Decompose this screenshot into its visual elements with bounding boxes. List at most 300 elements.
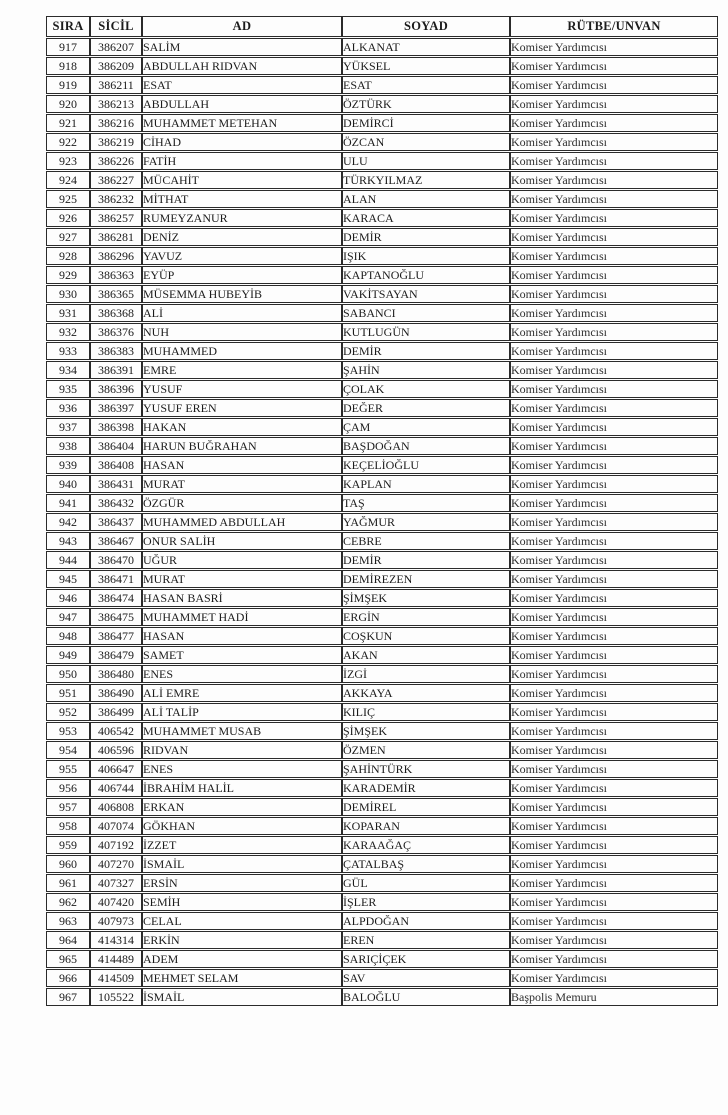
- cell-sicil: 105522: [90, 988, 142, 1006]
- cell-rutbe: Komiser Yardımcısı: [510, 133, 718, 151]
- cell-sira: 965: [46, 950, 90, 968]
- cell-soyad: ALKANAT: [342, 38, 510, 56]
- cell-soyad: ERGİN: [342, 608, 510, 626]
- cell-sira: 928: [46, 247, 90, 265]
- cell-soyad: ÇOLAK: [342, 380, 510, 398]
- cell-sira: 953: [46, 722, 90, 740]
- table-row: [46, 171, 718, 189]
- cell-rutbe: Komiser Yardımcısı: [510, 931, 718, 949]
- cell-sicil: 407420: [90, 893, 142, 911]
- cell-sira: 929: [46, 266, 90, 284]
- cell-soyad: KAPLAN: [342, 475, 510, 493]
- cell-sicil: 414509: [90, 969, 142, 987]
- table-row: [46, 665, 718, 683]
- cell-sira: 922: [46, 133, 90, 151]
- cell-ad: HAKAN: [142, 418, 342, 436]
- personnel-roster-table: [46, 15, 718, 1007]
- table-row: [46, 323, 718, 341]
- cell-soyad: ALPDOĞAN: [342, 912, 510, 930]
- table-row: [46, 570, 718, 588]
- cell-soyad: KUTLUGÜN: [342, 323, 510, 341]
- cell-rutbe: Komiser Yardımcısı: [510, 437, 718, 455]
- cell-rutbe: Komiser Yardımcısı: [510, 684, 718, 702]
- cell-ad: İZZET: [142, 836, 342, 854]
- cell-soyad: DEMİR: [342, 228, 510, 246]
- cell-sira: 951: [46, 684, 90, 702]
- cell-sira: 960: [46, 855, 90, 873]
- cell-sira: 949: [46, 646, 90, 664]
- cell-soyad: CEBRE: [342, 532, 510, 550]
- table-row: [46, 342, 718, 360]
- cell-sicil: 386368: [90, 304, 142, 322]
- table-row: [46, 532, 718, 550]
- cell-sira: 962: [46, 893, 90, 911]
- cell-sicil: 386480: [90, 665, 142, 683]
- cell-soyad: KEÇELİOĞLU: [342, 456, 510, 474]
- cell-ad: YUSUF EREN: [142, 399, 342, 417]
- cell-sicil: 386376: [90, 323, 142, 341]
- cell-sicil: 406744: [90, 779, 142, 797]
- cell-sira: 927: [46, 228, 90, 246]
- cell-soyad: SAV: [342, 969, 510, 987]
- cell-ad: EMRE: [142, 361, 342, 379]
- cell-soyad: YAĞMUR: [342, 513, 510, 531]
- cell-soyad: SARIÇİÇEK: [342, 950, 510, 968]
- cell-sira: 939: [46, 456, 90, 474]
- cell-rutbe: Komiser Yardımcısı: [510, 76, 718, 94]
- cell-sira: 948: [46, 627, 90, 645]
- cell-rutbe: Komiser Yardımcısı: [510, 285, 718, 303]
- cell-rutbe: Başpolis Memuru: [510, 988, 718, 1006]
- cell-soyad: TÜRKYILMAZ: [342, 171, 510, 189]
- cell-sicil: 386475: [90, 608, 142, 626]
- header-soyad: SOYAD: [342, 16, 510, 37]
- cell-ad: FATİH: [142, 152, 342, 170]
- cell-rutbe: Komiser Yardımcısı: [510, 456, 718, 474]
- table-row: [46, 133, 718, 151]
- cell-sicil: 386397: [90, 399, 142, 417]
- table-row: [46, 513, 718, 531]
- cell-soyad: KILIÇ: [342, 703, 510, 721]
- cell-sira: 940: [46, 475, 90, 493]
- cell-soyad: COŞKUN: [342, 627, 510, 645]
- cell-sicil: 386470: [90, 551, 142, 569]
- cell-rutbe: Komiser Yardımcısı: [510, 38, 718, 56]
- cell-sicil: 406808: [90, 798, 142, 816]
- cell-sira: 919: [46, 76, 90, 94]
- cell-sicil: 406647: [90, 760, 142, 778]
- cell-rutbe: Komiser Yardımcısı: [510, 722, 718, 740]
- cell-sicil: 386213: [90, 95, 142, 113]
- cell-rutbe: Komiser Yardımcısı: [510, 608, 718, 626]
- cell-rutbe: Komiser Yardımcısı: [510, 703, 718, 721]
- cell-sira: 955: [46, 760, 90, 778]
- cell-sicil: 386363: [90, 266, 142, 284]
- cell-rutbe: Komiser Yardımcısı: [510, 266, 718, 284]
- cell-sira: 945: [46, 570, 90, 588]
- table-body: [46, 38, 718, 1006]
- cell-rutbe: Komiser Yardımcısı: [510, 494, 718, 512]
- cell-soyad: YÜKSEL: [342, 57, 510, 75]
- cell-ad: MUHAMMET MUSAB: [142, 722, 342, 740]
- cell-sicil: 407270: [90, 855, 142, 873]
- cell-ad: RUMEYZANUR: [142, 209, 342, 227]
- table-header-row: [46, 16, 718, 37]
- cell-ad: HASAN: [142, 456, 342, 474]
- cell-soyad: İŞLER: [342, 893, 510, 911]
- cell-soyad: ŞAHİNTÜRK: [342, 760, 510, 778]
- table-row: [46, 931, 718, 949]
- cell-soyad: ESAT: [342, 76, 510, 94]
- header-rutbe: RÜTBE/UNVAN: [510, 16, 718, 37]
- table-row: [46, 950, 718, 968]
- cell-sicil: 386499: [90, 703, 142, 721]
- table-row: [46, 969, 718, 987]
- cell-rutbe: Komiser Yardımcısı: [510, 665, 718, 683]
- cell-soyad: ÖZCAN: [342, 133, 510, 151]
- cell-soyad: SABANCI: [342, 304, 510, 322]
- cell-sira: 926: [46, 209, 90, 227]
- header-ad: AD: [142, 16, 342, 37]
- cell-ad: CELAL: [142, 912, 342, 930]
- table-row: [46, 703, 718, 721]
- table-row: [46, 456, 718, 474]
- table-row: [46, 798, 718, 816]
- cell-ad: EYÜP: [142, 266, 342, 284]
- cell-sira: 925: [46, 190, 90, 208]
- cell-soyad: BALOĞLU: [342, 988, 510, 1006]
- cell-rutbe: Komiser Yardımcısı: [510, 247, 718, 265]
- table-row: [46, 190, 718, 208]
- cell-sicil: 407192: [90, 836, 142, 854]
- table-row: [46, 38, 718, 56]
- cell-sicil: 386396: [90, 380, 142, 398]
- table-row: [46, 399, 718, 417]
- cell-sicil: 407973: [90, 912, 142, 930]
- table-row: [46, 912, 718, 930]
- personnel-table-container: [46, 15, 718, 1007]
- table-row: [46, 760, 718, 778]
- cell-sira: 942: [46, 513, 90, 531]
- cell-sira: 917: [46, 38, 90, 56]
- table-row: [46, 209, 718, 227]
- cell-soyad: KARADEMİR: [342, 779, 510, 797]
- cell-soyad: IŞIK: [342, 247, 510, 265]
- cell-sira: 947: [46, 608, 90, 626]
- cell-sira: 936: [46, 399, 90, 417]
- cell-soyad: AKAN: [342, 646, 510, 664]
- cell-sicil: 406596: [90, 741, 142, 759]
- cell-soyad: DEMİREL: [342, 798, 510, 816]
- cell-sicil: 386365: [90, 285, 142, 303]
- cell-sira: 946: [46, 589, 90, 607]
- cell-ad: ALİ EMRE: [142, 684, 342, 702]
- cell-rutbe: Komiser Yardımcısı: [510, 798, 718, 816]
- table-row: [46, 361, 718, 379]
- table-row: [46, 836, 718, 854]
- cell-soyad: EREN: [342, 931, 510, 949]
- cell-ad: UĞUR: [142, 551, 342, 569]
- cell-soyad: AKKAYA: [342, 684, 510, 702]
- cell-sira: 921: [46, 114, 90, 132]
- cell-soyad: KARACA: [342, 209, 510, 227]
- table-row: [46, 76, 718, 94]
- cell-sicil: 386383: [90, 342, 142, 360]
- cell-sicil: 386479: [90, 646, 142, 664]
- cell-sira: 937: [46, 418, 90, 436]
- cell-sira: 941: [46, 494, 90, 512]
- cell-rutbe: Komiser Yardımcısı: [510, 209, 718, 227]
- cell-sicil: 386432: [90, 494, 142, 512]
- cell-ad: ERKAN: [142, 798, 342, 816]
- cell-rutbe: Komiser Yardımcısı: [510, 589, 718, 607]
- cell-sicil: 414489: [90, 950, 142, 968]
- cell-sicil: 386437: [90, 513, 142, 531]
- cell-ad: ESAT: [142, 76, 342, 94]
- cell-ad: MÜCAHİT: [142, 171, 342, 189]
- cell-soyad: ŞİMŞEK: [342, 722, 510, 740]
- table-row: [46, 646, 718, 664]
- cell-ad: ALİ TALİP: [142, 703, 342, 721]
- header-sira: SIRA: [46, 16, 90, 37]
- cell-ad: ABDULLAH: [142, 95, 342, 113]
- cell-rutbe: Komiser Yardımcısı: [510, 380, 718, 398]
- cell-soyad: TAŞ: [342, 494, 510, 512]
- cell-ad: ENES: [142, 760, 342, 778]
- cell-soyad: KAPTANOĞLU: [342, 266, 510, 284]
- cell-ad: MUHAMMED ABDULLAH: [142, 513, 342, 531]
- table-row: [46, 741, 718, 759]
- cell-sira: 935: [46, 380, 90, 398]
- cell-ad: ENES: [142, 665, 342, 683]
- cell-sira: 918: [46, 57, 90, 75]
- header-sicil: SİCİL: [90, 16, 142, 37]
- cell-ad: ÖZGÜR: [142, 494, 342, 512]
- cell-sira: 944: [46, 551, 90, 569]
- cell-sira: 956: [46, 779, 90, 797]
- table-row: [46, 285, 718, 303]
- table-row: [46, 589, 718, 607]
- cell-sira: 961: [46, 874, 90, 892]
- cell-rutbe: Komiser Yardımcısı: [510, 114, 718, 132]
- cell-sira: 950: [46, 665, 90, 683]
- cell-ad: MİTHAT: [142, 190, 342, 208]
- table-row: [46, 114, 718, 132]
- cell-sira: 958: [46, 817, 90, 835]
- cell-soyad: DEĞER: [342, 399, 510, 417]
- cell-soyad: BAŞDOĞAN: [342, 437, 510, 455]
- cell-ad: DENİZ: [142, 228, 342, 246]
- cell-rutbe: Komiser Yardımcısı: [510, 361, 718, 379]
- cell-ad: MEHMET SELAM: [142, 969, 342, 987]
- cell-sira: 964: [46, 931, 90, 949]
- cell-sicil: 386209: [90, 57, 142, 75]
- cell-soyad: ÇATALBAŞ: [342, 855, 510, 873]
- cell-rutbe: Komiser Yardımcısı: [510, 912, 718, 930]
- cell-soyad: ÖZTÜRK: [342, 95, 510, 113]
- cell-rutbe: Komiser Yardımcısı: [510, 475, 718, 493]
- cell-rutbe: Komiser Yardımcısı: [510, 741, 718, 759]
- table-row: [46, 988, 718, 1006]
- table-row: [46, 304, 718, 322]
- cell-ad: YUSUF: [142, 380, 342, 398]
- cell-rutbe: Komiser Yardımcısı: [510, 627, 718, 645]
- cell-ad: MUHAMMET HADİ: [142, 608, 342, 626]
- cell-sicil: 407074: [90, 817, 142, 835]
- cell-soyad: DEMİREZEN: [342, 570, 510, 588]
- cell-sira: 952: [46, 703, 90, 721]
- table-row: [46, 228, 718, 246]
- cell-sira: 930: [46, 285, 90, 303]
- table-row: [46, 551, 718, 569]
- cell-sicil: 386296: [90, 247, 142, 265]
- cell-rutbe: Komiser Yardımcısı: [510, 836, 718, 854]
- table-row: [46, 608, 718, 626]
- cell-sicil: 386490: [90, 684, 142, 702]
- cell-sicil: 386226: [90, 152, 142, 170]
- cell-rutbe: Komiser Yardımcısı: [510, 779, 718, 797]
- cell-rutbe: Komiser Yardımcısı: [510, 893, 718, 911]
- cell-sicil: 386408: [90, 456, 142, 474]
- table-row: [46, 874, 718, 892]
- table-row: [46, 266, 718, 284]
- cell-sira: 957: [46, 798, 90, 816]
- cell-sira: 931: [46, 304, 90, 322]
- cell-ad: MÜSEMMA HUBEYİB: [142, 285, 342, 303]
- cell-rutbe: Komiser Yardımcısı: [510, 532, 718, 550]
- cell-ad: SALİM: [142, 38, 342, 56]
- cell-soyad: DEMİR: [342, 551, 510, 569]
- cell-sira: 954: [46, 741, 90, 759]
- cell-rutbe: Komiser Yardımcısı: [510, 874, 718, 892]
- cell-soyad: ŞİMŞEK: [342, 589, 510, 607]
- cell-soyad: ALAN: [342, 190, 510, 208]
- cell-ad: NUH: [142, 323, 342, 341]
- cell-ad: SAMET: [142, 646, 342, 664]
- cell-sira: 924: [46, 171, 90, 189]
- cell-soyad: ULU: [342, 152, 510, 170]
- table-row: [46, 380, 718, 398]
- cell-ad: ERKİN: [142, 931, 342, 949]
- table-row: [46, 684, 718, 702]
- cell-soyad: GÜL: [342, 874, 510, 892]
- cell-ad: MURAT: [142, 475, 342, 493]
- cell-ad: MURAT: [142, 570, 342, 588]
- table-row: [46, 627, 718, 645]
- cell-sira: 920: [46, 95, 90, 113]
- cell-ad: HARUN BUĞRAHAN: [142, 437, 342, 455]
- cell-soyad: ÖZMEN: [342, 741, 510, 759]
- cell-sicil: 386391: [90, 361, 142, 379]
- cell-rutbe: Komiser Yardımcısı: [510, 228, 718, 246]
- cell-sicil: 386398: [90, 418, 142, 436]
- cell-soyad: VAKİTSAYAN: [342, 285, 510, 303]
- cell-ad: ALİ: [142, 304, 342, 322]
- cell-ad: HASAN BASRİ: [142, 589, 342, 607]
- table-row: [46, 855, 718, 873]
- cell-rutbe: Komiser Yardımcısı: [510, 152, 718, 170]
- table-row: [46, 247, 718, 265]
- cell-ad: MUHAMMED: [142, 342, 342, 360]
- cell-ad: İBRAHİM HALİL: [142, 779, 342, 797]
- table-row: [46, 475, 718, 493]
- cell-rutbe: Komiser Yardımcısı: [510, 646, 718, 664]
- cell-sicil: 386211: [90, 76, 142, 94]
- cell-rutbe: Komiser Yardımcısı: [510, 418, 718, 436]
- cell-rutbe: Komiser Yardımcısı: [510, 304, 718, 322]
- cell-sicil: 386281: [90, 228, 142, 246]
- table-row: [46, 152, 718, 170]
- cell-rutbe: Komiser Yardımcısı: [510, 855, 718, 873]
- table-row: [46, 418, 718, 436]
- cell-ad: ERSİN: [142, 874, 342, 892]
- table-row: [46, 779, 718, 797]
- cell-rutbe: Komiser Yardımcısı: [510, 760, 718, 778]
- cell-rutbe: Komiser Yardımcısı: [510, 57, 718, 75]
- cell-sicil: 386257: [90, 209, 142, 227]
- table-row: [46, 494, 718, 512]
- cell-soyad: KOPARAN: [342, 817, 510, 835]
- cell-sira: 967: [46, 988, 90, 1006]
- cell-sira: 963: [46, 912, 90, 930]
- cell-sicil: 386471: [90, 570, 142, 588]
- cell-sira: 959: [46, 836, 90, 854]
- cell-sicil: 386477: [90, 627, 142, 645]
- cell-sicil: 406542: [90, 722, 142, 740]
- cell-sicil: 386431: [90, 475, 142, 493]
- cell-sira: 943: [46, 532, 90, 550]
- cell-sira: 932: [46, 323, 90, 341]
- cell-sira: 966: [46, 969, 90, 987]
- cell-sicil: 386474: [90, 589, 142, 607]
- cell-ad: YAVUZ: [142, 247, 342, 265]
- cell-sira: 938: [46, 437, 90, 455]
- cell-rutbe: Komiser Yardımcısı: [510, 399, 718, 417]
- table-row: [46, 722, 718, 740]
- cell-sicil: 386219: [90, 133, 142, 151]
- cell-rutbe: Komiser Yardımcısı: [510, 342, 718, 360]
- cell-rutbe: Komiser Yardımcısı: [510, 95, 718, 113]
- table-row: [46, 57, 718, 75]
- cell-sira: 923: [46, 152, 90, 170]
- cell-ad: ONUR SALİH: [142, 532, 342, 550]
- cell-ad: ABDULLAH RIDVAN: [142, 57, 342, 75]
- cell-sicil: 386404: [90, 437, 142, 455]
- cell-rutbe: Komiser Yardımcısı: [510, 171, 718, 189]
- cell-ad: HASAN: [142, 627, 342, 645]
- cell-sicil: 386227: [90, 171, 142, 189]
- table-row: [46, 817, 718, 835]
- table-row: [46, 893, 718, 911]
- cell-soyad: ŞAHİN: [342, 361, 510, 379]
- cell-sicil: 386207: [90, 38, 142, 56]
- cell-soyad: DEMİR: [342, 342, 510, 360]
- cell-rutbe: Komiser Yardımcısı: [510, 950, 718, 968]
- cell-sira: 933: [46, 342, 90, 360]
- cell-ad: GÖKHAN: [142, 817, 342, 835]
- cell-sira: 934: [46, 361, 90, 379]
- cell-rutbe: Komiser Yardımcısı: [510, 513, 718, 531]
- table-row: [46, 95, 718, 113]
- cell-ad: CİHAD: [142, 133, 342, 151]
- cell-sicil: 386216: [90, 114, 142, 132]
- cell-soyad: DEMİRCİ: [342, 114, 510, 132]
- cell-rutbe: Komiser Yardımcısı: [510, 323, 718, 341]
- cell-ad: MUHAMMET METEHAN: [142, 114, 342, 132]
- cell-sicil: 386467: [90, 532, 142, 550]
- cell-rutbe: Komiser Yardımcısı: [510, 969, 718, 987]
- cell-sicil: 407327: [90, 874, 142, 892]
